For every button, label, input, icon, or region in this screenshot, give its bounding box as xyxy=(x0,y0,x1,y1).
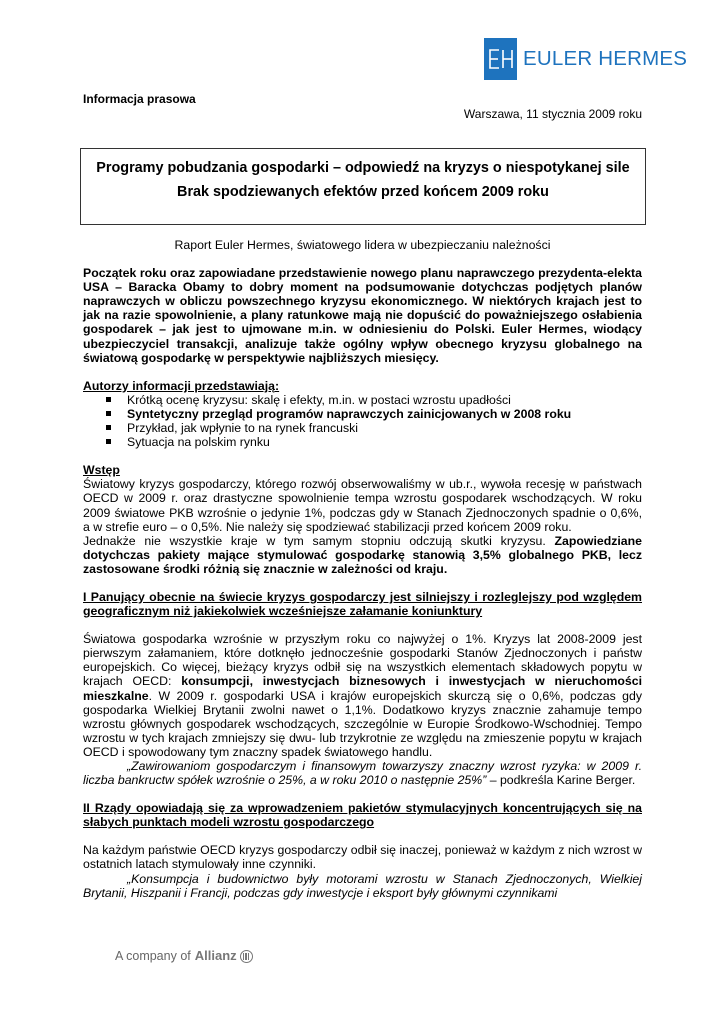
intro-heading: Wstęp xyxy=(83,463,120,478)
intro-paragraph-2 xyxy=(83,534,642,576)
section-1-quote xyxy=(83,759,642,787)
page-title: Programy pobudzania gospodarki – odpowiedź na kryzys o niespotykanej sile xyxy=(96,160,630,176)
intro-p2-text: Jednakże nie wszystkie kraje w tym samym stopniu odczują skutki kryzysu. xyxy=(83,533,555,548)
s1-quote-text: „Zawirowaniom gospodarczym i finansowym towarzyszy znaczny wzrost ryzyka: w 2009 r. liczba bankructw spółek wzrośnie o 25%, a w roku 2010 o następnie 25%” xyxy=(83,759,642,788)
section-2-paragraph: Na każdym państwie OECD kryzys gospodarczy odbił się inaczej, ponieważ w każdym z nich wzrost w ostatnich latach stymulowały inne czynniki. xyxy=(83,843,642,872)
s1-quote-tail: – podkreśla Karine Berger. xyxy=(486,773,636,788)
eh-logo-mark-icon xyxy=(484,38,517,80)
page-subtitle: Brak spodziewanych efektów przed końcem 2009 roku xyxy=(177,184,549,200)
intro-paragraph-1: Światowy kryzys gospodarczy, którego rozwój obserwowaliśmy w ub.r., wywoła recesję w państwach OECD w 2009 r. oraz drastyczne spowolnienie tempa wzrostu gospodarek wschodzących. W roku 2009 światowe PKB wzrośnie o jedynie 1%, podczas gdy w Stanach Zjednoczonych spadnie o 0,6%, a w strefie euro – o 0,5%. Nie należy się spodziewać stabilizacji przed końcem 2009 roku. xyxy=(83,477,642,534)
allianz-brand: Allianz xyxy=(194,948,237,963)
footer-allianz xyxy=(115,949,253,963)
s1-text-a: Światowa gospodarka wzrośnie w przyszłym roku co najwyżej o 1%. Kryzys lat 2008-2009 jest pierwszym załamaniem, które dotknęło jednocześnie gospodarki Stanów Zjednoczonych i państw europejskich. Co więcej, bieżący kryzys odbił się na wszystkich elementach składowych popytu w krajach OECD: xyxy=(83,632,642,689)
section-1-heading: I Panujący obecnie na świecie kryzys gospodarczy jest silniejszy i rozleglejszy pod względem geograficznym niż jakiekolwiek wcześniejsze załamanie koniunktury xyxy=(83,589,642,619)
footer-prefix: A company of xyxy=(115,949,191,963)
allianz-logo-icon xyxy=(240,950,253,963)
list-item: Syntetyczny przegląd programów naprawczych zainicjowanych w 2008 roku xyxy=(127,407,642,421)
list-item: Przykład, jak wpłynie to na rynek francuski xyxy=(127,421,642,435)
dateline: Warszawa, 11 stycznia 2009 roku xyxy=(463,107,642,121)
list-item: Krótką ocenę kryzysu: skalę i efekty, m.in. w postaci wzrostu upadłości xyxy=(127,393,642,407)
press-info-label: Informacja prasowa xyxy=(83,92,196,106)
euler-hermes-logo xyxy=(484,38,687,80)
authors-heading: Autorzy informacji przedstawiają: xyxy=(83,378,280,393)
document-body xyxy=(83,238,642,900)
section-2-heading: II Rządy opowiadają się za wprowadzeniem pakietów stymulacyjnych koncentrujących się na słabych punktach modeli wzrostu gospodarczego xyxy=(83,801,642,830)
section-1-paragraph xyxy=(83,632,642,759)
section-2-quote: „Konsumpcja i budownictwo były motorami wzrostu w Stanach Zjednoczonych, Wielkiej Brytanii, Hiszpanii i Francji, podczas gdy inwestycje i eksport były głównymi czynnikami xyxy=(83,871,642,900)
title-box xyxy=(80,148,646,225)
authors-list xyxy=(83,393,642,449)
intro-p2-bold: Zapowiedziane dotychczas pakiety mające stymulować gospodarkę stanowią 3,5% globalnego PKB, lecz zastosowane środki różnią się znacznie w zależności od kraju. xyxy=(83,533,642,576)
s1-bold: konsumpcji, inwestycjach biznesowych i inwestycjach w nieruchomości mieszkalne xyxy=(83,674,642,703)
list-item: Sytuacja na polskim rynku xyxy=(127,435,642,449)
report-subline: Raport Euler Hermes, światowego lidera w ubezpieczaniu należności xyxy=(174,238,551,252)
s1-text-c: . W 2009 r. gospodarki USA i krajów europejskich skurczą się o 0,6%, podczas gdy gospodarka Wielkiej Brytanii zwolni nawet o 1,1%. Dodatkowo kryzys znacznie zahamuje tempo wzrostu głównych gospodarek wschodzących, szczególnie w Europie Środkowo-Wschodniej. Tempo wzrostu w tych krajach zmniejszy się dwu- lub trzykrotnie ze względu na zmieszenie popytu w krajach OECD i spowodowany tym znaczny spadek światowego handlu. xyxy=(83,688,642,759)
logo-text: EULER HERMES xyxy=(523,46,688,70)
lead-paragraph: Początek roku oraz zapowiadane przedstawienie nowego planu naprawczego prezydenta-elekta USA – Baracka Obamy to dobry moment na podsumowanie dotychczas podjętych planów naprawczych w obliczu powszechnego kryzysu ekonomicznego. W niektórych krajach jest to jak na razie spowolnienie, a plany ratunkowe mają nie dopuścić do poważniejszego osłabienia gospodarek – jak jest to ujmowane m.in. w odniesieniu do Polski. Euler Hermes, wiodący ubezpieczyciel transakcji, analizuje także ogólny wpływ obecnego kryzysu globalnego na światową gospodarkę w perspektywie najbliższych miesięcy. xyxy=(83,266,642,365)
